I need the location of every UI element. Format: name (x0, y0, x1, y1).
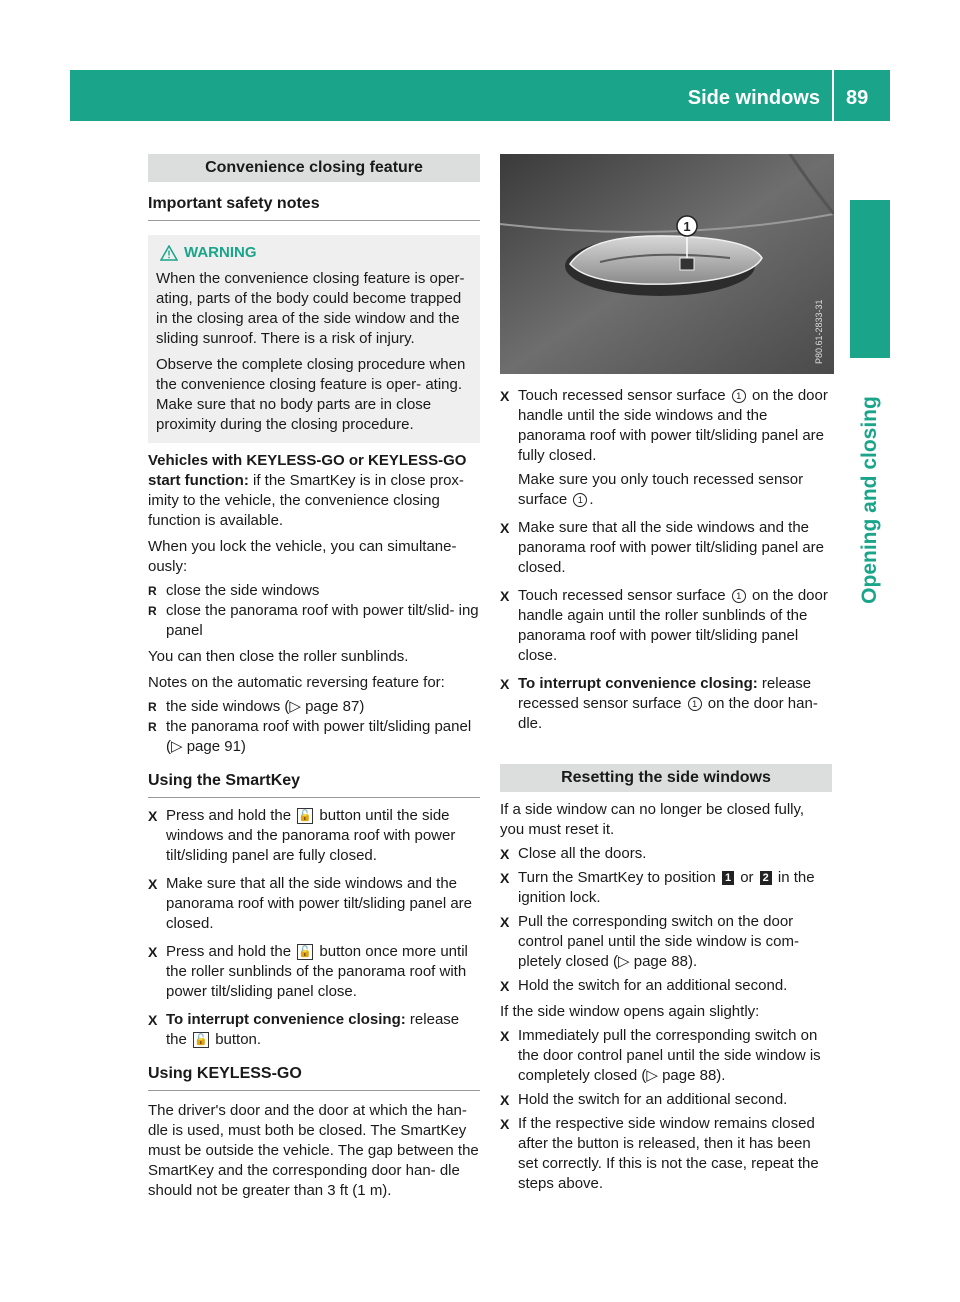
warning-box (148, 235, 480, 443)
step-item: X Immediately pull the corresponding switch on the door control panel until the side window is completely closed (▷ page 88). (500, 1026, 832, 1086)
unlock-key-icon: 🔓 (298, 810, 313, 823)
reset-intro: If a side window can no longer be closed fully, you must reset it. (500, 801, 805, 838)
notes-bullet-list (148, 697, 480, 757)
warning-text: When the convenience closing feature is oper- ating, parts of the body could become trapped in the closing area of the side window and the sliding sunroof. There is a risk of injury. (156, 270, 465, 347)
warning-triangle-icon (160, 245, 178, 261)
safety-heading: Important safety notes (148, 194, 480, 221)
step-item: X Press and hold the 🔓 button once more until the roller sunblinds of the panorama roof with power tilt/sliding panel close. (148, 942, 480, 1002)
step-item: X Hold the switch for an additional second. (500, 976, 832, 996)
unlock-key-icon: 🔓 (298, 946, 313, 959)
opens-steps (500, 1026, 832, 1194)
keyless-bold: Vehicles with KEYLESS-GO or KEYLESS-GO start function: (148, 452, 467, 489)
photo-callout: 1 (683, 219, 691, 234)
step-item: X Touch recessed sensor surface 1 on the door handle until the side windows and the panorama roof with power tilt/sliding panel are fully closed. Make sure you only touch recessed sensor surface 1 . (500, 386, 832, 510)
keyless-text: if the SmartKey is in close prox- imity to the vehicle, the convenience closing function is available. (148, 472, 464, 529)
step-item: X To interrupt convenience closing: release the 🔓 button. (148, 1010, 480, 1050)
warning-title (160, 243, 472, 263)
smartkey-steps (148, 806, 480, 1050)
list-item: R close the side windows (148, 581, 480, 601)
reset-heading: Resetting the side windows (500, 764, 832, 792)
section-heading: Convenience closing feature (148, 154, 480, 182)
lock-bullet-list (148, 581, 480, 641)
keyless-go-body: The driver's door and the door at which the han- dle is used, must both be closed. The SmartKey must be outside the vehicle. The gap between the SmartKey and the corresponding door han- dle should not be greater than 3 ft (1 m). (148, 1102, 479, 1199)
sensor-callout: 1 (573, 493, 587, 507)
chapter-tab (850, 200, 890, 358)
page-number: 89 (846, 87, 869, 109)
chapter-label: Opening and closing (858, 396, 881, 604)
step-item: X Close all the doors. (500, 844, 832, 864)
sensor-callout: 1 (732, 389, 746, 403)
reset-steps (500, 844, 832, 996)
keyless-go-heading: Using KEYLESS-GO (148, 1064, 480, 1091)
key-position-2: 2 (760, 871, 772, 885)
step-item: X Touch recessed sensor surface 1 on the door handle again until the roller sunblinds of the panorama roof with power tilt/sliding panel close. (500, 586, 832, 666)
list-item: R close the panorama roof with power tilt/slid- ing panel (148, 601, 480, 641)
door-handle-photo (500, 154, 834, 374)
header-divider (832, 70, 834, 121)
step-item: X Press and hold the 🔓 button until the side windows and the panorama roof with power tilt/sliding panel are fully closed. (148, 806, 480, 866)
key-position-1: 1 (722, 871, 734, 885)
notes-paragraph: Notes on the automatic reversing feature for: (148, 674, 445, 691)
touch-steps (500, 386, 832, 734)
step-item: X Pull the corresponding switch on the door control panel until the side window is com- pletely closed (▷ page 88). (500, 912, 832, 972)
left-column (148, 154, 480, 1201)
step-item: X If the respective side window remains closed after the button is released, then it has been set correctly. If this is not the case, repeat the steps above. (500, 1114, 832, 1194)
keyless-paragraph (148, 451, 480, 531)
list-item: R the side windows (▷ page 87) (148, 697, 480, 717)
step-item: X Make sure that all the side windows and the panorama roof with power tilt/sliding panel are closed. (148, 874, 480, 934)
sensor-callout: 1 (688, 697, 702, 711)
step-item: X Hold the switch for an additional second. (500, 1090, 832, 1110)
sensor-callout: 1 (732, 589, 746, 603)
lock-paragraph: When you lock the vehicle, you can simultane- ously: (148, 538, 457, 575)
warning-text: Observe the complete closing procedure when the convenience closing feature is oper- ating. Make sure that no body parts are in close proximity during the closing procedure. (156, 356, 466, 433)
step-item: X Turn the SmartKey to position 1 or 2 in the ignition lock. (500, 868, 832, 908)
page-section-title: Side windows (687, 87, 820, 109)
photo-code: P80.61-2833-31 (814, 299, 824, 364)
unlock-key-icon: 🔓 (194, 1034, 208, 1047)
list-item: R the panorama roof with power tilt/sliding panel (▷ page 91) (148, 717, 480, 757)
step-item: X To interrupt convenience closing: release recessed sensor surface 1 on the door han- dle. (500, 674, 832, 734)
right-column (500, 386, 832, 1198)
opens-paragraph: If the side window opens again slightly: (500, 1003, 760, 1020)
smartkey-heading: Using the SmartKey (148, 771, 480, 798)
sunblinds-paragraph: You can then close the roller sunblinds. (148, 648, 409, 665)
step-item: X Make sure that all the side windows and the panorama roof with power tilt/sliding panel are closed. (500, 518, 832, 578)
warning-label: WARNING (184, 244, 257, 261)
